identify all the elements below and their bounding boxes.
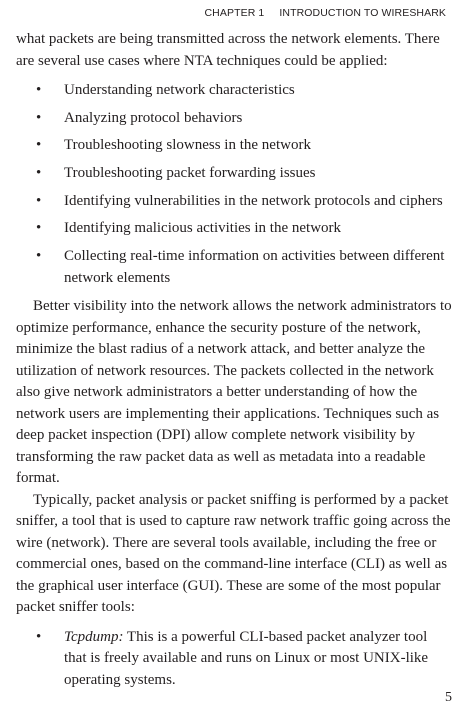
bullet-icon: •: [36, 628, 42, 645]
use-case-list: [16, 80, 452, 289]
tools-list: [16, 627, 452, 692]
list-item-text: Troubleshooting slowness in the network: [64, 137, 311, 154]
list-item: [16, 108, 452, 130]
tools-paragraph: Typically, packet analysis or packet sniffing is performed by a packet sniffer, a tool that is used to capture raw network traffic going across the wire (network). There are several tools available, including the free or commercial ones, based on the command-line interface (CLI) as well as the graphical user interface (GUI). These are some of the most popular packet sniffer tools:: [16, 491, 451, 616]
list-item: [16, 80, 452, 102]
tool-name: Tcpdump:: [64, 628, 124, 645]
list-item-text: Collecting real-time information on activities between different network elements: [64, 248, 445, 286]
list-item-text: Analyzing protocol behaviors: [64, 109, 243, 126]
list-item: [16, 163, 452, 185]
list-item: [16, 246, 452, 289]
bullet-icon: •: [36, 248, 42, 265]
chapter-label: CHAPTER 1: [204, 7, 265, 19]
list-item: [16, 135, 452, 157]
bullet-icon: •: [36, 165, 42, 182]
bullet-icon: •: [36, 137, 42, 154]
list-item: [16, 627, 452, 692]
visibility-paragraph: Better visibility into the network allows the network administrators to optimize performance, enhance the security posture of the network, minimize the blast radius of a network attack, and better analyze the utilization of network resources. The packets collected in the network also give network administrators a better understanding of how the network users are implementing their applications. Techniques such as deep packet inspection (DPI) allow complete network visibility by transforming the raw packet data as well as metadata into a readable format.: [16, 298, 452, 487]
bullet-icon: •: [36, 82, 42, 98]
list-item: [16, 191, 452, 213]
bullet-icon: •: [36, 220, 42, 237]
running-header: [205, 7, 447, 19]
list-item-text: Understanding network characteristics: [64, 82, 295, 98]
list-item-text: Identifying malicious activities in the network: [64, 220, 342, 237]
chapter-title: INTRODUCTION TO WIRESHARK: [279, 7, 446, 19]
intro-paragraph: what packets are being transmitted across the network elements. There are several use cases where NTA techniques could be applied:: [16, 31, 440, 69]
list-item-text: Troubleshooting packet forwarding issues: [64, 165, 316, 182]
page-body: [16, 29, 452, 691]
tool-description: This is a powerful CLI-based packet analyzer tool that is freely available and runs on Linux or most UNIX-like operating systems.: [64, 628, 429, 688]
bullet-icon: •: [36, 109, 42, 126]
list-item: [16, 218, 452, 240]
page-number: 5: [445, 690, 452, 705]
list-item-text: Identifying vulnerabilities in the network protocols and ciphers: [64, 192, 443, 209]
bullet-icon: •: [36, 192, 42, 209]
